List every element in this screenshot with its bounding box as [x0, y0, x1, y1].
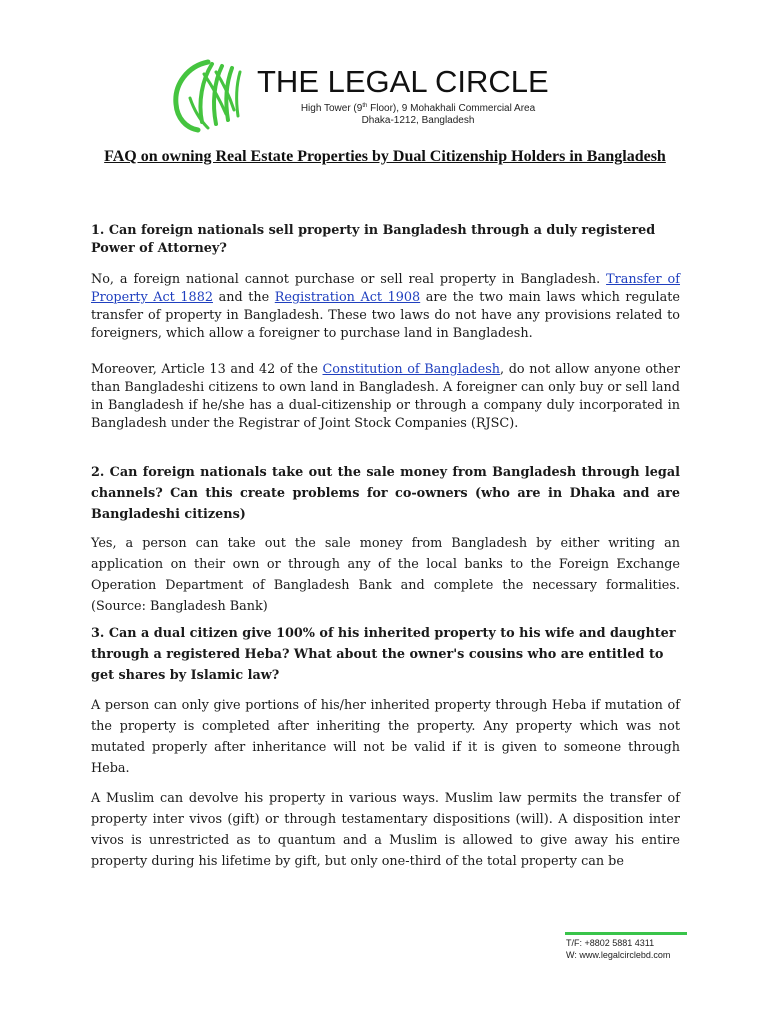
address-line-2: Dhaka-1212, Bangladesh [361, 115, 475, 126]
document-title: FAQ on owning Real Estate Properties by Dual Citizenship Holders in Bangladesh [104, 148, 666, 165]
address-line-1: High Tower (9th Floor), 9 Mohakhali Commercial Area [300, 103, 536, 114]
question-1: 1. Can foreign nationals sell property in Bangladesh through a duly registered Power of Attorney? [91, 223, 656, 256]
registration-act-link[interactable]: Registration Act 1908 [274, 290, 421, 305]
answer-3-paragraph-2: A Muslim can devolve his property in various ways. Muslim law permits the transfer of property inter vivos (gift) or through testamentary dispositions (will). A disposition inter vivos is unrestricted as to quantum and a Muslim is allowed to give away his entire property during his lifetime by gift, but only one-third of the total property can be [91, 791, 680, 869]
firm-name: THE LEGAL CIRCLE [257, 64, 549, 99]
footer-phone: T/F: +8802 5881 4311 [566, 938, 655, 948]
answer-3-paragraph-1: A person can only give portions of his/her inherited property through Heba if mutation of the property is completed after inheriting the property. Any property which was not mutated properly after inheritance will not be valid if it is given to someone through Heba. [91, 698, 680, 776]
question-2: 2. Can foreign nationals take out the sale money from Bangladesh through legal channels? Can this create problems for co-owners (who are in Dhaka and are Bangladeshi citizens) [91, 465, 680, 522]
question-3: 3. Can a dual citizen give 100% of his inherited property to his wife and daughter through a registered Heba? What about the owner's cousins who are entitled to get shares by Islamic law? [91, 626, 676, 683]
document-body [91, 222, 680, 872]
answer-2: Yes, a person can take out the sale money from Bangladesh by either writing an application on their own or through any of the local banks to the Foreign Exchange Operation Department of Bangladesh Bank and complete the necessary formalities. (Source: Bangladesh Bank) [91, 536, 680, 614]
firm-logo-icon [168, 58, 252, 134]
answer-1-paragraph-2: Moreover, Article 13 and 42 of the Constitution of Bangladesh, do not allow anyone other than Bangladeshi citizens to own land in Bangladesh. A foreigner can only buy or sell land in Bangladesh if he/she has a dual-citizenship or through a company duly incorporated in Bangladesh under the Registrar of Joint Stock Companies (RJSC). [91, 362, 680, 431]
footer-rule [565, 932, 687, 935]
footer-contact [566, 937, 670, 961]
constitution-link[interactable]: Constitution of Bangladesh [322, 362, 501, 377]
footer-website: W: www.legalcirclebd.com [566, 950, 671, 960]
answer-1-paragraph-1: No, a foreign national cannot purchase or sell real property in Bangladesh. Transfer of Property Act 1882 and the Registration Act 1908 are the two main laws which regulate transfer of property in Bangladesh. These two laws do not have any provisions related to foreigners, which allow a foreigner to purchase land in Bangladesh. [91, 272, 680, 341]
firm-address [300, 103, 536, 127]
transfer-of-property-act-link[interactable]: Transfer of Property Act 1882 [91, 272, 680, 305]
